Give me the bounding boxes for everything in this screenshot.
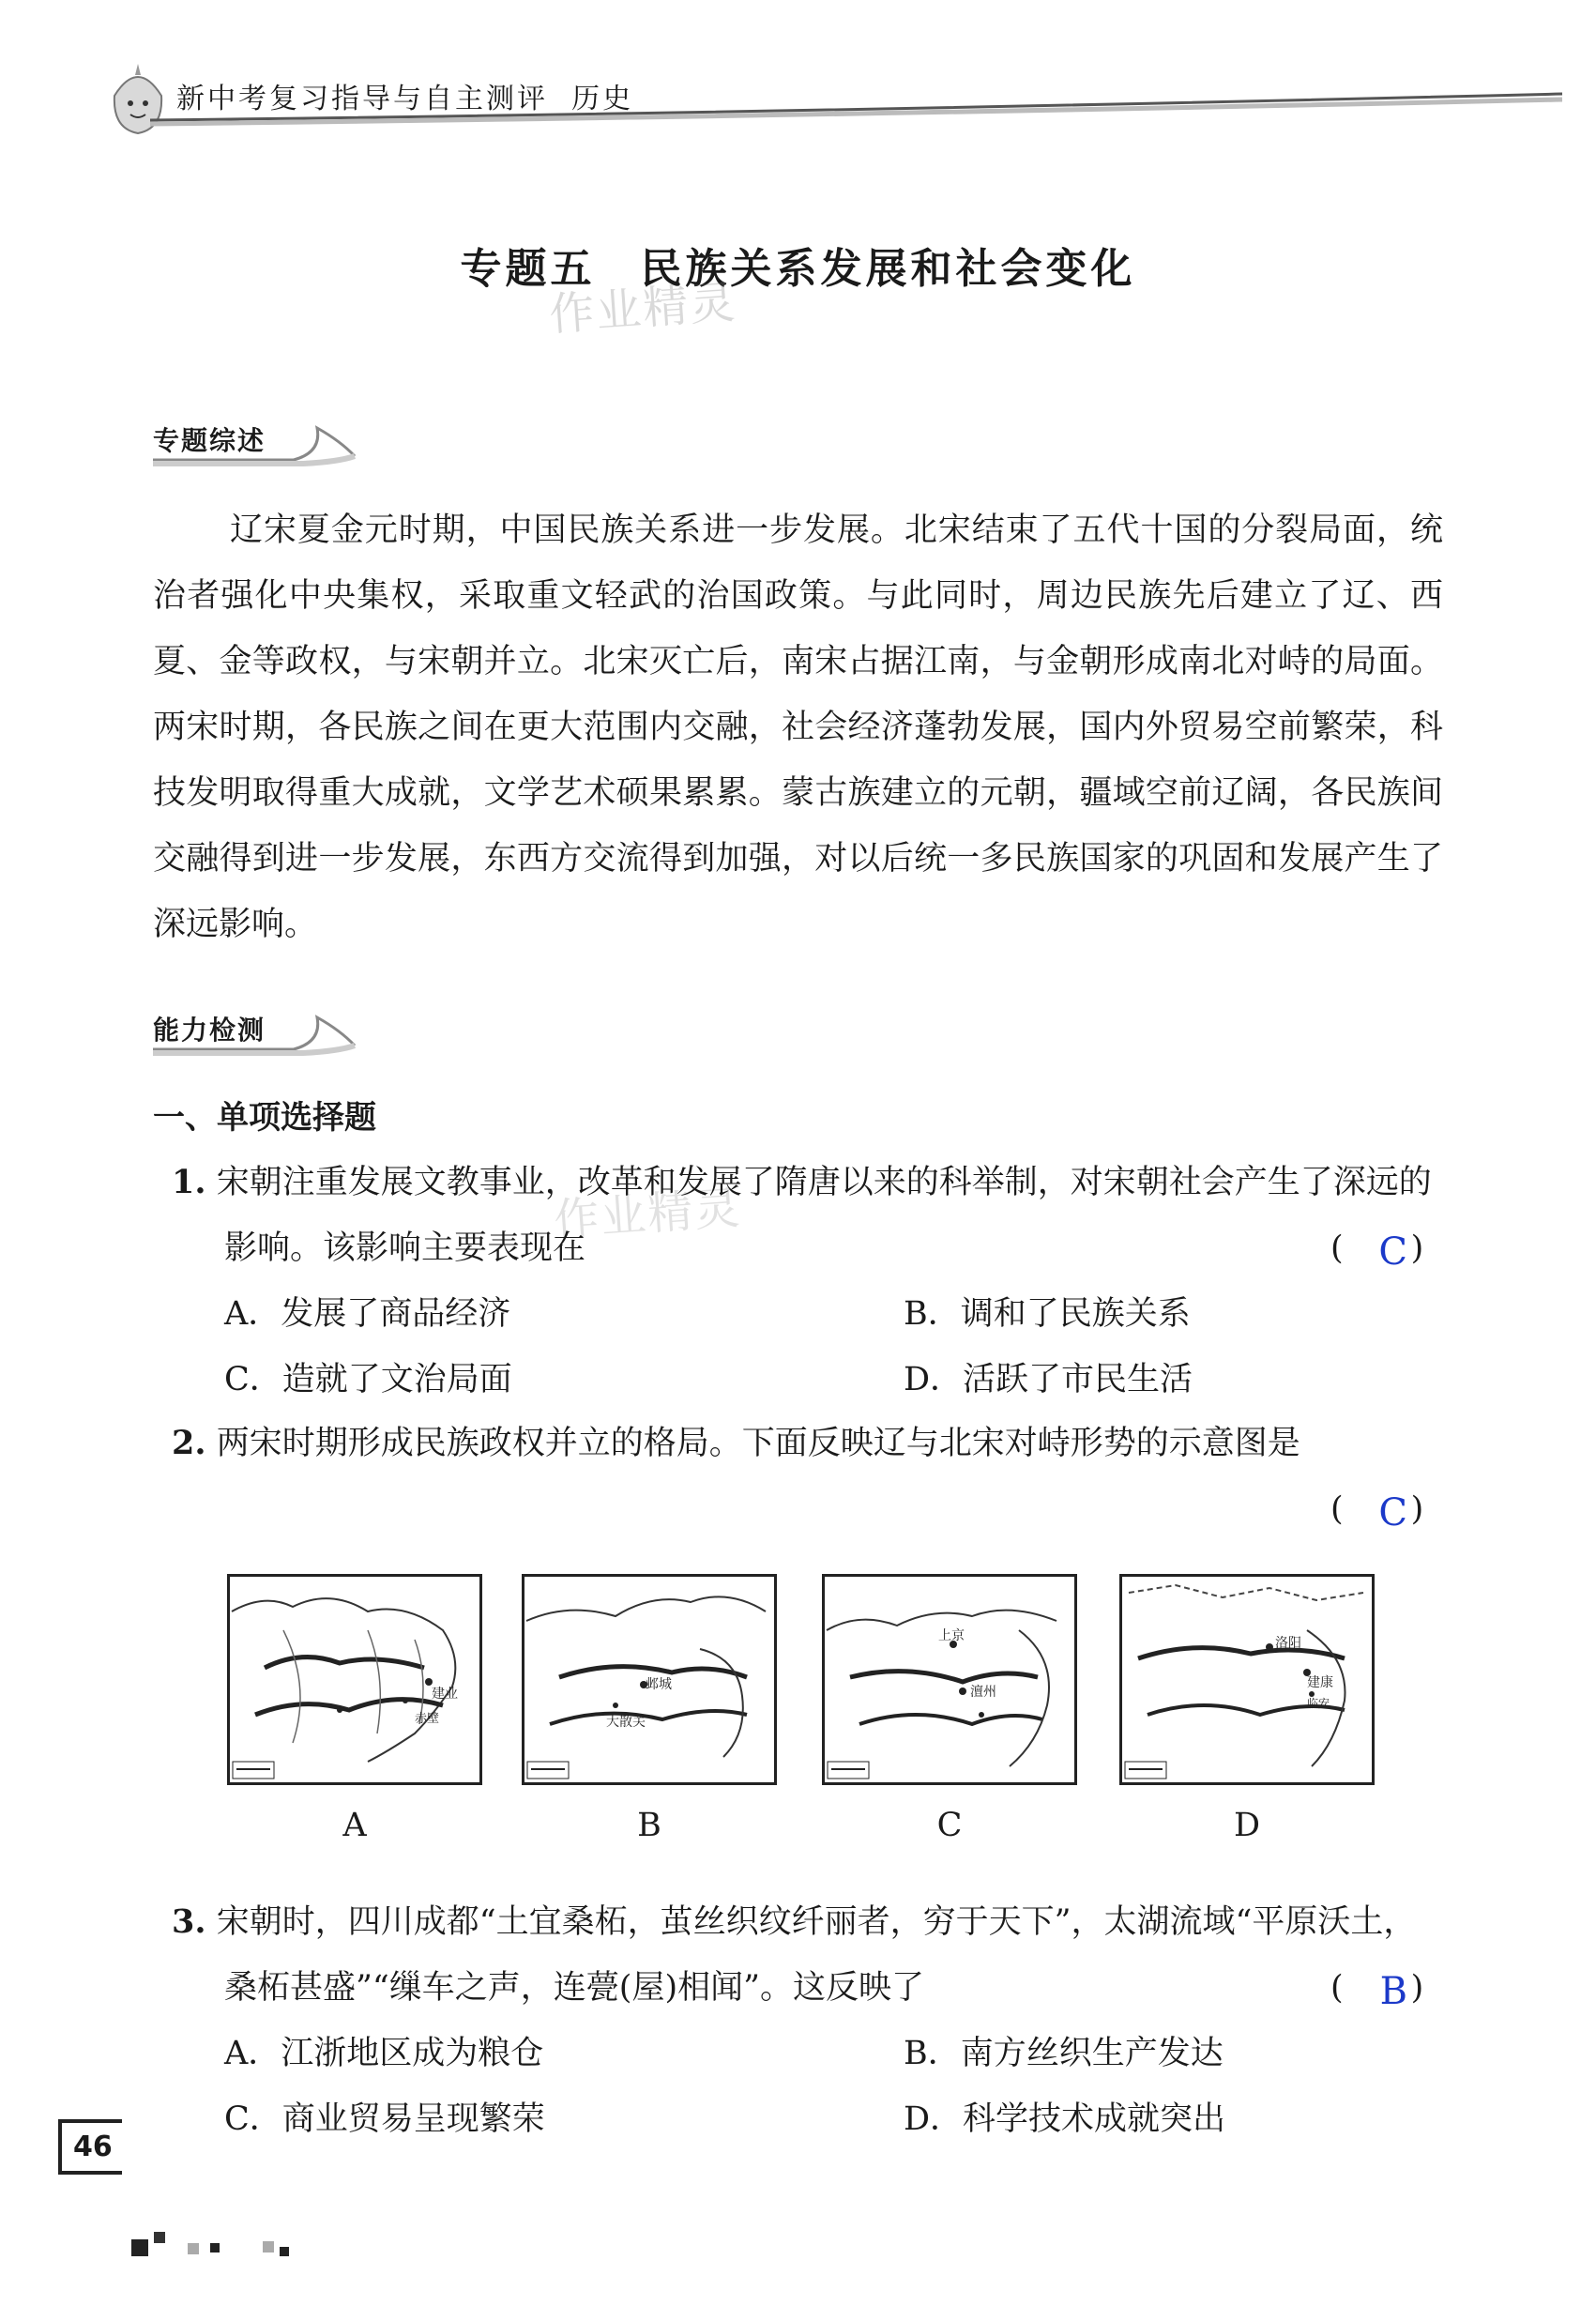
question-number: 1. bbox=[172, 1163, 206, 1201]
map-place-name: 临安 bbox=[1307, 1697, 1330, 1710]
map-label-b: B bbox=[637, 1807, 661, 1844]
option-d: D．科学技术成就突出 bbox=[904, 2100, 1226, 2138]
map-place-name: 邺城 bbox=[646, 1677, 672, 1692]
map-place-name: 赤壁 bbox=[415, 1712, 440, 1726]
option-b: B．调和了民族关系 bbox=[904, 1295, 1191, 1333]
question-2 bbox=[172, 1411, 1443, 1535]
option-a: A．发展了商品经济 bbox=[224, 1295, 511, 1333]
question-stem: 3. 宋朝时，四川成都“土宜桑柘，茧丝织纹纤丽者，穷于天下”，太湖流域“平原沃土，桑柘甚盛”“缫车之声，连甍(屋)相闻”。这反映了 bbox=[172, 1902, 1417, 2007]
page-number: 46 bbox=[73, 2130, 113, 2163]
decorative-squares bbox=[131, 2226, 300, 2264]
answer-parentheses: ( ) bbox=[1330, 1490, 1424, 1528]
option-b: B．南方丝织生产发达 bbox=[904, 2035, 1224, 2072]
summary-paragraph: 辽宋夏金元时期，中国民族关系进一步发展。北宋结束了五代十国的分裂局面，统治者强化中央集权，采取重文轻武的治国政策。与此同时，周边民族先后建立了辽、西夏、金等政权，与宋朝并立。北宋灭亡后，南宋占据江南，与金朝形成南北对峙的局面。两宋时期，各民族之间在更大范围内交融，社会经济蓬勃发展，国内外贸易空前繁荣，科技发明取得重大成就，文学艺术硕果累累。蒙古族建立的元朝，疆域空前辽阔，各民族间交融得到进一步发展，东西方交流得到加强，对以后统一多民族国家的巩固和发展产生了深远影响。 bbox=[153, 512, 1443, 943]
page-title: 专题五 民族关系发展和社会变化 bbox=[460, 245, 1136, 293]
answer-parentheses: ( ) bbox=[1330, 1969, 1424, 2007]
running-header bbox=[176, 75, 633, 116]
map-option-a bbox=[227, 1574, 482, 1785]
map-option-d bbox=[1119, 1574, 1375, 1785]
question-1 bbox=[172, 1150, 1443, 1398]
section-tag-label: 能力检测 bbox=[153, 1015, 266, 1046]
map-label-c: C bbox=[936, 1807, 963, 1844]
map-option-b bbox=[522, 1574, 777, 1785]
handwritten-answer: C bbox=[1378, 1230, 1407, 1274]
subject-label: 历史 bbox=[571, 83, 634, 115]
section-heading: 一、单项选择题 bbox=[153, 1099, 376, 1137]
map-place-name: 大散关 bbox=[606, 1715, 646, 1730]
section-tag-test bbox=[153, 1000, 359, 1057]
section-tag-summary bbox=[153, 411, 359, 467]
book-title: 新中考复习指导与自主测评 bbox=[176, 83, 548, 115]
option-c: C．商业贸易呈现繁荣 bbox=[224, 2100, 545, 2138]
question-3 bbox=[172, 1889, 1443, 2138]
watermark: 作业精灵 bbox=[547, 276, 739, 342]
map-place-name: 建业 bbox=[432, 1687, 458, 1702]
option-d: D．活跃了市民生活 bbox=[904, 1361, 1193, 1398]
question-stem: 1. 宋朝注重发展文教事业，改革和发展了隋唐以来的科举制，对宋朝社会产生了深远的影响。该影响主要表现在 bbox=[172, 1163, 1432, 1267]
watermark: 作业精灵 bbox=[552, 1182, 744, 1247]
handwritten-answer: B bbox=[1379, 1970, 1407, 2013]
map-label-a: A bbox=[342, 1807, 367, 1844]
map-place-name: 建康 bbox=[1307, 1675, 1333, 1690]
option-c: C．造就了文治局面 bbox=[224, 1361, 512, 1398]
question-number: 2. bbox=[172, 1424, 206, 1462]
question-number: 3. bbox=[172, 1902, 206, 1941]
section-tag-label: 专题综述 bbox=[153, 425, 266, 456]
answer-parentheses: ( ) bbox=[1330, 1229, 1424, 1267]
option-a: A．江浙地区成为粮仓 bbox=[224, 2035, 544, 2072]
map-place-name: 澶州 bbox=[970, 1685, 996, 1700]
map-label-d: D bbox=[1233, 1807, 1261, 1844]
question-stem: 2. 两宋时期形成民族政权并立的格局。下面反映辽与北宋对峙形势的示意图是 bbox=[172, 1424, 1300, 1462]
map-option-c bbox=[822, 1574, 1077, 1785]
map-place-name: 洛阳 bbox=[1275, 1636, 1301, 1651]
handwritten-answer: C bbox=[1378, 1491, 1407, 1535]
map-place-name: 上京 bbox=[938, 1628, 965, 1643]
